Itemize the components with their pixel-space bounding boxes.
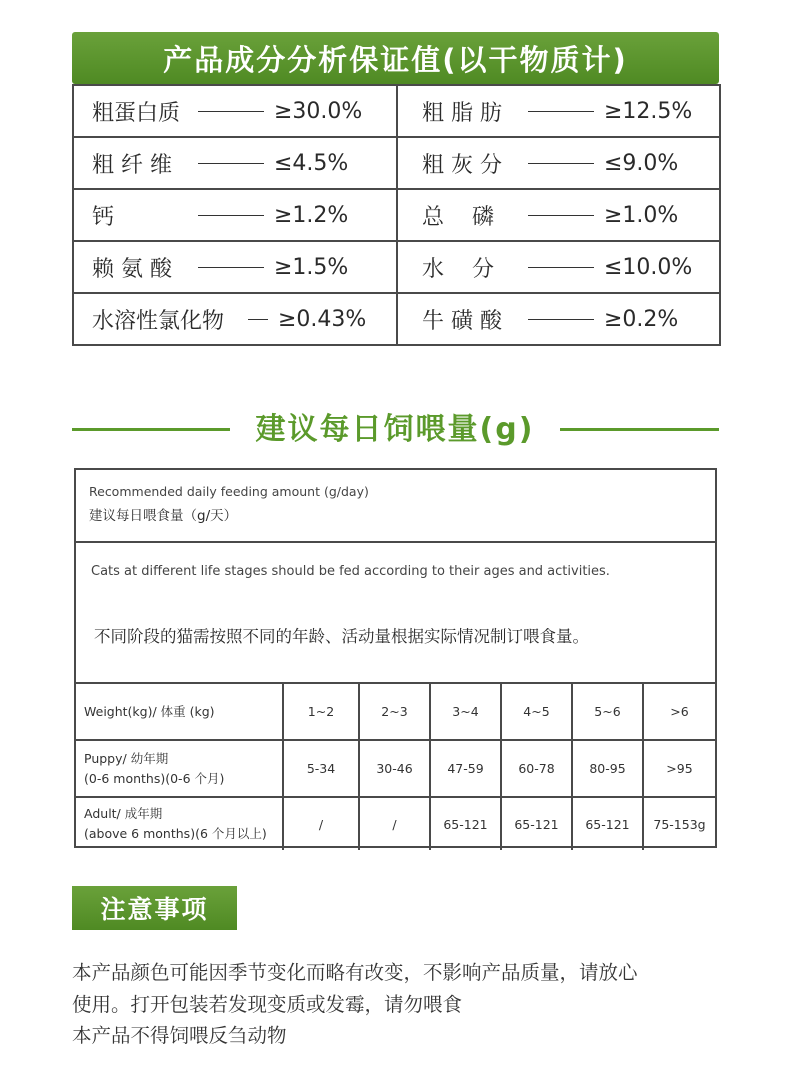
- nutrient-taurine: 牛 磺 酸 ≥0.2%: [397, 293, 720, 345]
- nutrient-lysine: 赖 氨 酸 ≥1.5%: [73, 241, 397, 293]
- weight-cell: >6: [643, 684, 715, 740]
- analysis-row: [73, 241, 720, 293]
- puppy-cell: 60-78: [501, 740, 572, 797]
- nutrient-crude-protein: 粗蛋白质 ≥30.0%: [73, 85, 397, 137]
- puppy-cell: 5-34: [283, 740, 359, 797]
- adult-cell: 65-121: [430, 797, 501, 850]
- table-row-adult: [76, 797, 715, 850]
- adult-cell: 75-153g: [653, 816, 706, 832]
- title-rule-left: [72, 428, 230, 431]
- notice-line-2: 使用。打开包装若发现变质或发霉，请勿喂食: [72, 993, 463, 1016]
- puppy-header: Puppy/ 幼年期 (0-6 months)(0-6 个月): [76, 740, 283, 797]
- feeding-table: [74, 468, 717, 848]
- feeding-title: 建议每日饲喂量(g): [255, 412, 535, 447]
- feeding-note: [76, 543, 715, 684]
- analysis-row: [73, 85, 720, 137]
- analysis-table: [72, 84, 721, 346]
- weight-cell: 3~4: [430, 684, 501, 740]
- puppy-cell: 47-59: [430, 740, 501, 797]
- weight-cell: 4~5: [501, 684, 572, 740]
- note-chinese: 不同阶段的猫需按照不同的年龄、活动量根据实际情况制订喂食量。: [94, 627, 589, 646]
- adult-header: Adult/ 成年期 (above 6 months)(6 个月以上): [76, 797, 283, 850]
- adult-cell: 65-121: [572, 797, 643, 850]
- analysis-row: [73, 137, 720, 189]
- nutrient-phosphorus: 总 磷 ≥1.0%: [397, 189, 720, 241]
- title-rule-right: [560, 428, 719, 431]
- intro-english: Recommended daily feeding amount (g/day): [89, 484, 369, 499]
- nutrient-crude-fiber: 粗 纤 维 ≤4.5%: [73, 137, 397, 189]
- feeding-intro: [76, 470, 715, 543]
- nutrient-water-soluble-chloride: 水溶性氯化物 ≥0.43%: [73, 293, 397, 345]
- analysis-row: [73, 293, 720, 345]
- feeding-grid: [76, 684, 715, 850]
- nutrient-crude-fat: 粗 脂 肪 ≥12.5%: [397, 85, 720, 137]
- nutrient-moisture: 水 分 ≤10.0%: [397, 241, 720, 293]
- weight-cell: 1~2: [283, 684, 359, 740]
- table-row-puppy: [76, 740, 715, 797]
- puppy-cell: >95: [643, 740, 715, 797]
- puppy-cell: 80-95: [572, 740, 643, 797]
- puppy-cell: 30-46: [359, 740, 430, 797]
- weight-header: Weight(kg)/ 体重 (kg): [76, 684, 283, 740]
- analysis-title: 产品成分分析保证值(以干物质计): [72, 32, 719, 84]
- notice-line-3: 本产品不得饲喂反刍动物: [72, 1024, 287, 1047]
- adult-cell: /: [283, 797, 359, 850]
- adult-cell: /: [359, 797, 430, 850]
- notice-line-1: 本产品颜色可能因季节变化而略有改变，不影响产品质量，请放心: [72, 961, 638, 984]
- nutrient-calcium: 钙 ≥1.2%: [73, 189, 397, 241]
- intro-chinese: 建议每日喂食量（g/天）: [89, 508, 238, 524]
- weight-cell: 2~3: [359, 684, 430, 740]
- table-row-weight: [76, 684, 715, 740]
- adult-cell: 65-121: [501, 797, 572, 850]
- analysis-row: [73, 189, 720, 241]
- weight-cell: 5~6: [572, 684, 643, 740]
- note-english: Cats at different life stages should be fed according to their ages and activities.: [91, 564, 610, 579]
- nutrient-crude-ash: 粗 灰 分 ≤9.0%: [397, 137, 720, 189]
- notice-title: 注意事项: [72, 886, 237, 930]
